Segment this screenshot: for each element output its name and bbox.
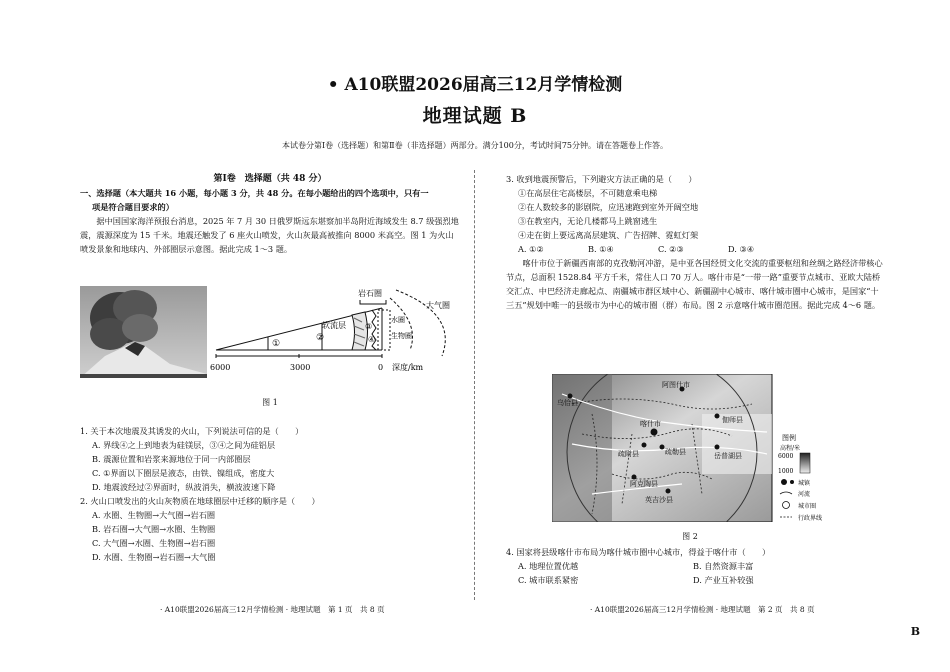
label-shule: 疏勒县 — [665, 448, 686, 456]
map-legend — [778, 432, 838, 522]
biosphere-label: 生物圈 — [391, 332, 412, 340]
q2-option-a[interactable]: A. 水圈、生物圈→大气圈→岩石圈 — [92, 510, 216, 520]
hydrosphere-label: 水圈 — [391, 316, 405, 324]
q3-stem: 3. 收到地震预警后，下列避灾方法正确的是（ ） — [506, 174, 697, 184]
label-aketao: 阿克陶县 — [630, 480, 658, 488]
q1-option-a[interactable]: A. 界线④之上到地表为硅镁层，③④之间为硅铝层 — [92, 440, 276, 450]
figure-2-caption: 图 2 — [682, 532, 698, 541]
instruction-line-2: 项是符合题目要求的） — [92, 202, 174, 212]
q4-option-c[interactable]: C. 城市联系紧密 — [518, 575, 579, 585]
city-yingjisha — [666, 489, 671, 494]
boundary-label-1: ① — [272, 339, 281, 349]
q4-option-d[interactable]: D. 产业互补较强 — [693, 575, 754, 585]
q3-option-c[interactable]: C. ②③ — [658, 244, 684, 254]
q3-statement-1: ①在高层住宅高楼层，不可随意乘电梯 — [518, 188, 658, 198]
instruction-line-1: 一、选择题（本大题共 16 小题，每小题 3 分，共 48 分。在每小题给出的四个选项中，只有一 — [80, 188, 429, 198]
q1-option-d[interactable]: D. 地震波经过②界面时，纵波消失，横波波速下降 — [92, 482, 276, 492]
left-column — [80, 172, 460, 256]
q3-statement-3: ③在教室内，无论几楼都马上跳窗逃生 — [518, 216, 658, 226]
label-kashgar: 喀什市 — [640, 420, 661, 428]
q3-option-a[interactable]: A. ①② — [518, 244, 544, 254]
right-questions — [506, 545, 884, 587]
atmosphere-label: 大气圈 — [426, 301, 450, 310]
bullet-dot-icon: • — [327, 75, 345, 95]
tick-3000: 3000 — [290, 363, 311, 372]
footer-page-1: · A10联盟2026届高三12月学情检测 · 地理试题 第 1 页 共 8 页 — [160, 605, 385, 614]
city-wuqia — [568, 394, 573, 399]
q2-stem: 2. 火山口喷发出的火山灰物质在地球圈层中迁移的顺序是（ ） — [80, 496, 320, 506]
q1-option-b[interactable]: B. 震源位置和岩浆来源地位于同一内部圈层 — [92, 454, 251, 464]
legend-elevation-bar — [800, 453, 810, 473]
label-yingjisha: 英吉沙县 — [645, 496, 673, 504]
paper-version-letter: B — [910, 625, 920, 638]
legend-title: 图例 — [782, 434, 796, 442]
label-shufu: 疏附县 — [618, 450, 639, 458]
footer-page-2: · A10联盟2026届高三12月学情检测 · 地理试题 第 2 页 共 8 页 — [590, 605, 815, 614]
label-atushi: 阿图什市 — [662, 381, 690, 389]
legend-circle: 城市圈 — [798, 503, 817, 510]
label-jiashi: 伽师县 — [722, 416, 743, 424]
city-shule — [660, 445, 665, 450]
legend-city-dot-large-icon — [781, 479, 787, 485]
legend-elev-label: 高程/米 — [780, 445, 801, 452]
section-title: 第Ⅰ卷 选择题（共 48 分） — [213, 174, 327, 184]
earth-layers-diagram — [210, 284, 460, 380]
q3-options — [506, 242, 884, 256]
q4-option-b[interactable]: B. 自然资源丰富 — [693, 561, 754, 571]
q1-option-c[interactable]: C. ①界面以下圈层是液态，由铁、镍组成，密度大 — [92, 468, 275, 478]
q3-option-b[interactable]: B. ①④ — [588, 244, 614, 254]
figure-1-caption: 图 1 — [262, 398, 278, 407]
legend-border: 行政界线 — [798, 515, 823, 522]
q4-stem: 4. 国家将县级喀什市布局为喀什城市圈中心城市，得益于喀什市（ ） — [506, 547, 771, 557]
kashgar-map — [552, 374, 784, 522]
q2-option-d[interactable]: D. 水圈、生物圈→岩石圈→大气圈 — [92, 552, 216, 562]
volcano-photo — [80, 286, 207, 378]
legend-city-dot-small-icon — [790, 480, 794, 484]
depth-axis-label: 深度/km — [392, 363, 424, 372]
right-column — [506, 172, 884, 312]
legend-elev-low: 1000 — [778, 468, 794, 475]
column-divider — [474, 170, 476, 600]
q3-statement-2: ②在人数较多的影剧院，应迅速跑到室外开阔空地 — [518, 202, 699, 212]
left-questions — [80, 424, 460, 564]
q2-option-c[interactable]: C. 大气圈→水圈、生物圈→岩石圈 — [92, 538, 216, 548]
rock-sphere-label: 岩石圈 — [358, 289, 382, 298]
tick-0: 0 — [378, 363, 384, 372]
subject-title: 地理试题 B — [422, 105, 528, 127]
legend-elev-high: 6000 — [778, 453, 794, 460]
q2-option-b[interactable]: B. 岩石圈→大气圈→水圈、生物圈 — [92, 524, 216, 534]
label-wuqia: 乌恰县 — [557, 399, 578, 407]
boundary-label-4: ④ — [368, 335, 376, 344]
q3-statement-4: ④走在街上要远离高层建筑、广告招牌、霓虹灯架 — [518, 230, 699, 240]
q1-stem: 1. 关于本次地震及其诱发的火山，下列说法可信的是（ ） — [80, 426, 304, 436]
city-kashgar — [651, 429, 658, 436]
legend-city: 城镇 — [798, 480, 811, 487]
city-aketao — [632, 475, 637, 480]
q4-option-a[interactable]: A. 地理位置优越 — [518, 561, 579, 571]
intro-paragraph: 据中国国家海洋预报台消息，2025 年 7 月 30 日俄罗斯远东堪察加半岛附近海域发生 8.7 级强烈地震，震源深度为 15 千米。地震还触发了 6 座火山喷发，火山灰最高被推向 8000 米高空。图 1 为火山喷发景象和地球内、外部圈层示意图。据此完成 1～3 题。 — [80, 216, 459, 254]
legend-river: 河流 — [798, 491, 811, 498]
exam-title: • A10联盟2026届高三12月学情检测 — [327, 75, 623, 95]
boundary-label-3: ③ — [365, 322, 373, 331]
q4-options — [506, 559, 884, 587]
city-shufu — [642, 443, 647, 448]
kashgar-intro: 喀什市位于新疆西南部的克孜勒河冲游，是中亚各国经贸文化交流的重要枢纽和丝绸之路经济带核心节点，总面积 1528.84 平方千米，常住人口 70 万人。喀什市是“一带一路”重要节点城市、亚欧大陆桥交汇点、中巴经济走廊起点、南疆城市群区域中心、新疆副中心城市、喀什城市圈中心城市，是国家“十三五”规划中唯一的县级市为中心的城市圈（群）布局。图 2 示意喀什城市圈范围。据此完成 4～6 题。 — [506, 258, 883, 310]
city-yuepuhu — [715, 445, 720, 450]
boundary-label-2: ② — [316, 333, 325, 343]
label-yuepuhu: 岳普湖县 — [714, 452, 742, 460]
city-jiashi — [715, 414, 720, 419]
legend-circle-icon — [783, 502, 790, 509]
exam-instructions: 本试卷分第Ⅰ卷（选择题）和第Ⅱ卷（非选择题）两部分。满分100分，考试时间75分钟。请在答题卷上作答。 — [281, 141, 669, 150]
legend-river-icon — [780, 492, 792, 494]
tick-6000: 6000 — [210, 363, 231, 372]
soft-layer-label: 软流层 — [322, 321, 346, 330]
q3-option-d[interactable]: D. ③④ — [728, 244, 755, 254]
